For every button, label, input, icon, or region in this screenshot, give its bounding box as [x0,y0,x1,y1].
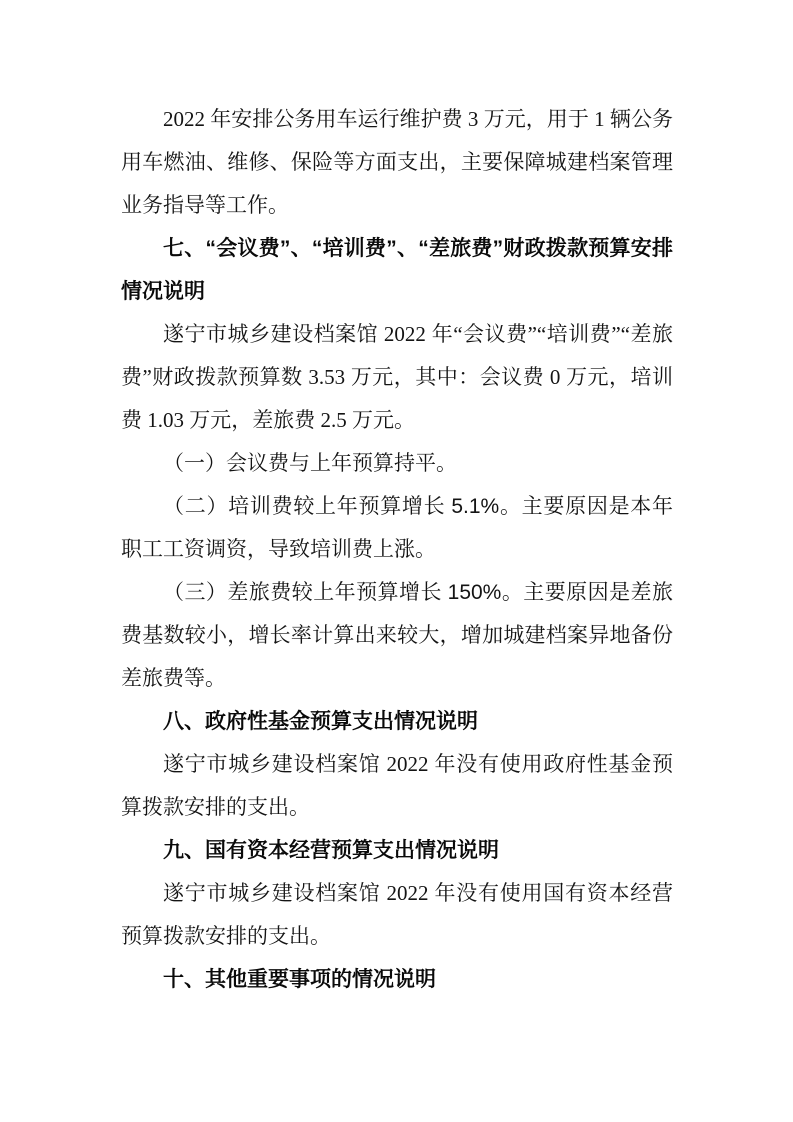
text-run: （二）培训费较上年预算增长 [163,494,452,518]
training-fee-growth-percentage: 5.1% [451,495,500,518]
paragraph-fees-budget-totals: 遂宁市城乡建设档案馆 2022 年“会议费”“培训费”“差旅费”财政拨款预算数 3.53 万元，其中：会议费 0 万元，培训费 1.03 万元，差旅费 2.5 万元。 [121,322,673,432]
section-heading-9-state-capital-budget: 九、国有资本经营预算支出情况说明 [163,839,499,862]
section-heading-8-government-fund-budget: 八、政府性基金预算支出情况说明 [163,710,478,733]
paragraph-item-3-travel-fee [121,571,673,700]
paragraph-vehicle-maintenance-budget: 2022 年安排公务用车运行维护费 3 万元，用于 1 辆公务用车燃油、维修、保险等方面支出，主要保障城建档案管理业务指导等工作。 [121,107,673,217]
section-heading-10-other-important-matters: 十、其他重要事项的情况说明 [163,968,436,991]
paragraph-item-2-training-fee [121,485,673,571]
text-run: （三）差旅费较上年预算增长 [163,580,448,604]
section-heading-7-meeting-training-travel-fees: 七、“会议费”、“培训费”、“差旅费”财政拨款预算安排情况说明 [121,237,673,303]
document-content [121,98,673,1001]
paragraph-government-fund-statement: 遂宁市城乡建设档案馆 2022 年没有使用政府性基金预算拨款安排的支出。 [121,752,673,819]
paragraph-state-capital-statement: 遂宁市城乡建设档案馆 2022 年没有使用国有资本经营预算拨款安排的支出。 [121,881,673,948]
text-run: 。主要原因是差旅费基数较小，增长率计算出来较大，增加城建档案异地备份差旅费等。 [121,580,674,690]
text-run: 。主要原因是本年职工工资调资，导致培训费上涨。 [121,494,674,561]
travel-fee-growth-percentage: 150% [447,581,502,604]
paragraph-item-1-meeting-fee: （一）会议费与上年预算持平。 [163,451,457,475]
